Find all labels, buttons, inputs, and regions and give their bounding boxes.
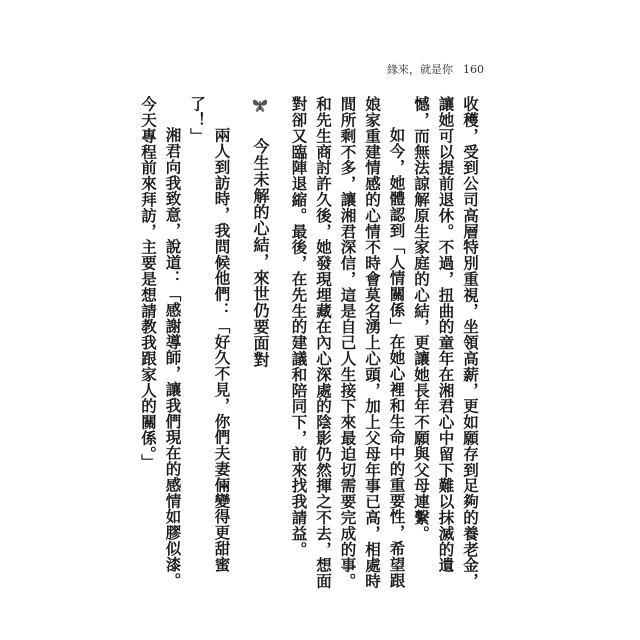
body-text [136, 96, 483, 596]
book-title: 緣來，就是你 [387, 63, 453, 76]
paragraph: 收穫，受到公司高層特別重視，坐領高薪，更如願存到足夠的養老金，讓她可以提前退休。不過，扭曲的童年在湘君心中留下難以抹滅的遺憾，而無法諒解原生家庭的心結，更讓她長年不願與父母連繫。 [412, 96, 480, 589]
page-number: 160 [463, 63, 484, 76]
section-heading: 今生未解的心結，來世仍要面對 [251, 137, 270, 368]
paragraph: 兩人到訪時，我問候他們：「好久不見，你們夫妻倆變得更甜蜜了！」 [188, 96, 232, 573]
butterfly-icon [251, 96, 269, 112]
paragraph: 湘君向我致意，說道：「感謝導師，讓我們現在的感情如膠似漆。今天專程前來拜訪，主要是想請教我跟家人的關係。」 [139, 96, 183, 589]
section-heading-block [248, 96, 273, 596]
paragraph: 如今，她體認到「人情關係」在她心裡和生命中的重要性，希望跟娘家重建情感的心情不時會莫名湧上心頭，加上父母年事已高，相處時間所剩不多，讓湘君深信，這是自己人生接下來最迫切需要完成的事。和先生商討許久後，她發現埋藏在內心深處的陰影仍然揮之不去，想面對卻又臨陣退縮。最後，在先生的建議和陪同下，前來找我請益。 [289, 96, 407, 589]
running-header [387, 61, 484, 77]
